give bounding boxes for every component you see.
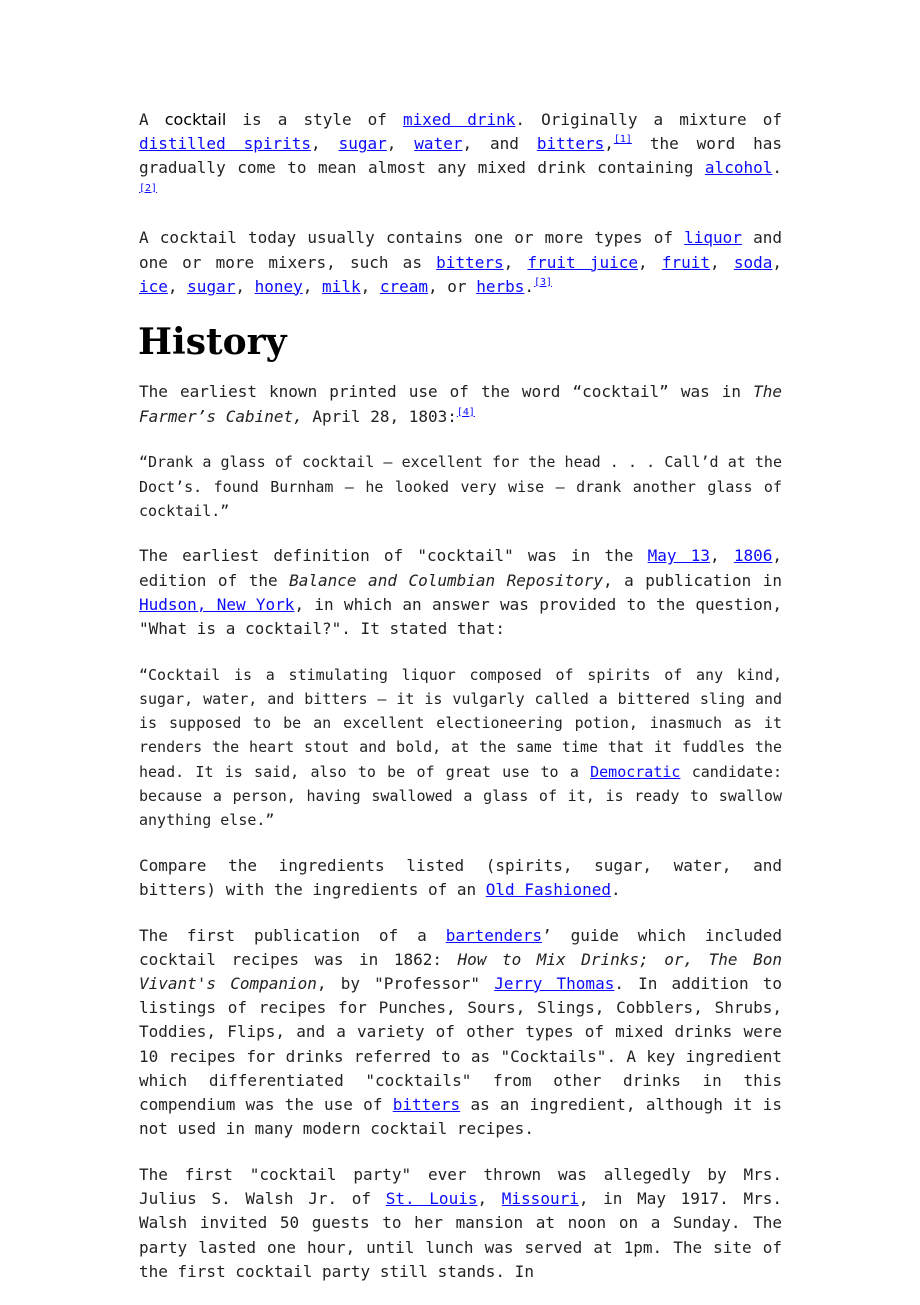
- text-run: ’ guide which included cocktail recipes was in 1862:: [139, 925, 782, 969]
- text-run: ,: [709, 546, 734, 566]
- link-jerry-thomas[interactable]: Jerry Thomas: [494, 973, 615, 993]
- text-run: A: [139, 110, 165, 129]
- text-run: ,: [235, 276, 255, 296]
- italic-title: Balance and Columbian Repository: [289, 570, 603, 590]
- text-run: Compare the ingredients listed (spirits, sugar, water, and bitters) with the ingredients of an: [139, 855, 782, 899]
- text-run: , a publication in: [603, 570, 783, 590]
- history-heading: History: [138, 321, 287, 364]
- text-run: , in which an answer was provided to the question, "What is a cocktail?". It stated that:: [139, 594, 783, 639]
- reference-2[interactable]: [2]: [139, 182, 158, 194]
- text-run: ,: [710, 252, 734, 272]
- link-alcohol[interactable]: alcohol: [704, 158, 773, 178]
- text-run: , and: [462, 134, 537, 154]
- link-bitters[interactable]: bitters: [436, 252, 504, 272]
- text-run: The first "cocktail party" ever thrown was allegedly by Mrs. Julius S. Walsh Jr. of: [139, 1164, 782, 1209]
- text-run: the word has gradually come to mean almost any mixed drink containing: [139, 134, 782, 178]
- link-st-louis[interactable]: St. Louis: [385, 1189, 478, 1209]
- reference-1[interactable]: [1]: [613, 134, 632, 146]
- reference-3[interactable]: [3]: [534, 276, 553, 288]
- link-water[interactable]: water: [414, 134, 463, 154]
- text-run: .: [611, 879, 621, 899]
- history-paragraph-5: [139, 1163, 782, 1284]
- link-fruit[interactable]: fruit: [661, 252, 711, 272]
- history-paragraph-1: [139, 380, 782, 428]
- text-run: ,: [302, 276, 323, 296]
- text-run: The first publication of a: [139, 925, 446, 945]
- text-run: , or: [428, 276, 477, 296]
- link-1806[interactable]: 1806: [733, 546, 773, 566]
- history-paragraph-2: [139, 544, 782, 641]
- text-run: .: [772, 158, 782, 178]
- text-run: . Originally a mixture of: [515, 110, 782, 129]
- text-run: The earliest definition of "cocktail" was in the: [139, 546, 648, 566]
- link-ice[interactable]: ice: [139, 276, 168, 296]
- link-old-fashioned[interactable]: Old Fashioned: [485, 879, 612, 899]
- text-run: candidate: because a person, having swallowed a glass of it, is ready to swallow anything else.”: [139, 762, 782, 829]
- text-run: ,: [638, 252, 662, 272]
- italic-title: How to Mix Drinks; or, The Bon Vivant's Companion: [139, 949, 783, 993]
- text-run: . In addition to listings of recipes for Punches, Sours, Slings, Cobblers, Shrubs, Toddies, Flips, and a variety of other types of mixed drinks were 10 recipes for drinks referred to as "Cocktails". A key ingredient which differentiated "cocktails" from other drinks in this compendium was the use of: [139, 973, 782, 1114]
- link-fruit-juice[interactable]: fruit juice: [527, 252, 638, 272]
- link-distilled-spirits[interactable]: distilled spirits: [139, 134, 312, 154]
- intro-paragraph-1: [139, 108, 782, 205]
- history-paragraph-4: [139, 924, 782, 1142]
- link-bitters[interactable]: bitters: [392, 1095, 461, 1114]
- text-run: ,: [772, 252, 783, 272]
- link-mixed-drink[interactable]: mixed drink: [403, 110, 516, 129]
- link-herbs[interactable]: herbs: [476, 276, 525, 296]
- link-sugar[interactable]: sugar: [338, 134, 387, 154]
- intro-paragraph-2: [139, 226, 782, 299]
- link-soda[interactable]: soda: [733, 252, 773, 272]
- text-run: ,: [311, 134, 339, 154]
- text-run: , edition of the: [139, 546, 782, 590]
- text-run: A cocktail today usually contains one or more types of: [139, 228, 685, 248]
- text-run: ,: [477, 1189, 502, 1209]
- text-run: and one or more mixers, such as: [139, 228, 783, 272]
- history-paragraph-3: [139, 854, 782, 902]
- link-bartenders[interactable]: bartenders: [445, 925, 543, 945]
- link-democratic[interactable]: Democratic: [590, 762, 681, 781]
- link-milk[interactable]: milk: [322, 276, 361, 296]
- link-hudson-new-york[interactable]: Hudson, New York: [139, 594, 295, 614]
- text-run: .: [524, 276, 534, 296]
- link-bitters[interactable]: bitters: [536, 134, 605, 154]
- text-run: The earliest known printed use of the word “cocktail” was in: [139, 382, 754, 402]
- text-run: ,: [360, 276, 380, 296]
- link-missouri[interactable]: Missouri: [501, 1189, 579, 1209]
- text-run: April 28, 1803:: [302, 406, 457, 426]
- reference-4[interactable]: [4]: [456, 406, 475, 418]
- text-run: ,: [386, 134, 415, 154]
- article-body: [139, 108, 782, 1305]
- link-sugar[interactable]: sugar: [187, 276, 236, 296]
- link-cream[interactable]: cream: [379, 276, 429, 296]
- text-run: ,: [167, 276, 188, 296]
- text-run: “Cocktail is a stimulating liquor composed of spirits of any kind, sugar, water, and bitters — it is vulgarly called a bittered sling and is supposed to be an excellent electioneering potion, inasmuch as it renders the heart stout and bold, at the same time that it fuddles the head. It is said, also to be of great use to a: [139, 665, 782, 781]
- text-run: , in May 1917. Mrs. Walsh invited 50 guests to her mansion at noon on a Sunday. The party lasted one hour, until lunch was served at 1pm. The site of the first cocktail party still stands. In: [139, 1189, 783, 1281]
- italic-title: The Farmer’s Cabinet,: [139, 382, 782, 426]
- text-run: ,: [604, 134, 614, 154]
- text-run: , by "Professor": [316, 973, 495, 993]
- link-may-13[interactable]: May 13: [647, 546, 710, 566]
- quote-cocktail-definition: [139, 663, 782, 832]
- link-liquor[interactable]: liquor: [684, 228, 742, 248]
- quote-farmers-cabinet: “Drank a glass of cocktail — excellent for the head . . . Call’d at the Doct’s. found Burnham — he looked very wise — drank another glass of cocktail.”: [139, 453, 782, 520]
- text-run: as an ingredient, although it is not used in many modern cocktail recipes.: [139, 1095, 782, 1139]
- link-honey[interactable]: honey: [254, 276, 303, 296]
- text-run: ,: [503, 252, 528, 272]
- term-cocktail: cocktail: [164, 110, 227, 129]
- text-run: is a style of: [226, 110, 404, 129]
